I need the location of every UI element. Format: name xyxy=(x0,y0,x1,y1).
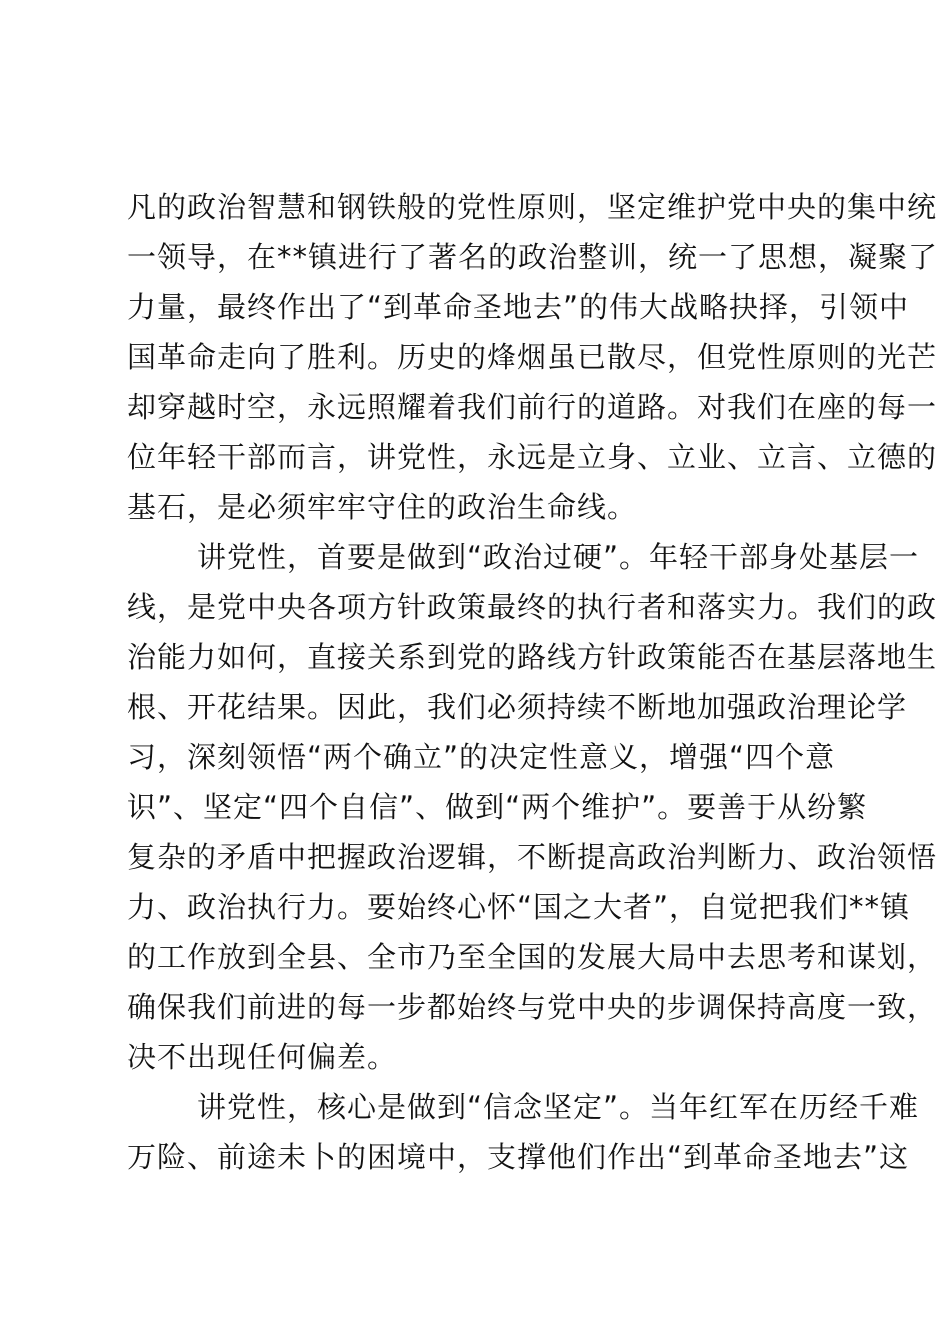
text-line: 力、政治执行力。要始终心怀“国之大者”，自觉把我们**镇 xyxy=(127,890,911,924)
text-line: 国革命走向了胜利。历史的烽烟虽已散尽，但党性原则的光芒 xyxy=(127,340,938,374)
text-line: 决不出现任何偏差。 xyxy=(127,1040,398,1074)
text-line: 万险、前途未卜的困境中，支撑他们作出“到革命圣地去”这 xyxy=(127,1140,910,1174)
text-line: 习，深刻领悟“两个确立”的决定性意义，增强“四个意 xyxy=(127,740,836,774)
text-line: 基石，是必须牢牢守住的政治生命线。 xyxy=(127,490,638,524)
text-line: 治能力如何，直接关系到党的路线方针政策能否在基层落地生 xyxy=(127,640,938,674)
text-line: 凡的政治智慧和钢铁般的党性原则，坚定维护党中央的集中统 xyxy=(127,190,938,224)
text-line-first: 讲党性，核心是做到“信念坚定”。当年红军在历经千难 xyxy=(197,1090,920,1124)
text-line: 力量，最终作出了“到革命圣地去”的伟大战略抉择，引领中 xyxy=(127,290,910,324)
text-line: 识”、坚定“四个自信”、做到“两个维护”。要善于从纷繁 xyxy=(127,790,868,824)
text-line: 复杂的矛盾中把握政治逻辑，不断提高政治判断力、政治领悟 xyxy=(127,840,938,874)
document-body xyxy=(127,182,939,1182)
text-line: 一领导，在**镇进行了著名的政治整训，统一了思想，凝聚了 xyxy=(127,240,939,274)
text-line: 却穿越时空，永远照耀着我们前行的道路。对我们在座的每一 xyxy=(127,390,938,424)
text-line: 根、开花结果。因此，我们必须持续不断地加强政治理论学 xyxy=(127,690,908,724)
paragraph-1 xyxy=(127,182,939,532)
paragraph-2 xyxy=(127,532,938,1082)
text-line: 线，是党中央各项方针政策最终的执行者和落实力。我们的政 xyxy=(127,590,938,624)
text-line: 位年轻干部而言，讲党性，永远是立身、立业、立言、立德的 xyxy=(127,440,938,474)
text-line: 确保我们前进的每一步都始终与党中央的步调保持高度一致， xyxy=(127,990,938,1024)
text-line-first: 讲党性，首要是做到“政治过硬”。年轻干部身处基层一 xyxy=(197,540,920,574)
paragraph-3 xyxy=(127,1082,920,1182)
text-line: 的工作放到全县、全市乃至全国的发展大局中去思考和谋划， xyxy=(127,940,938,974)
